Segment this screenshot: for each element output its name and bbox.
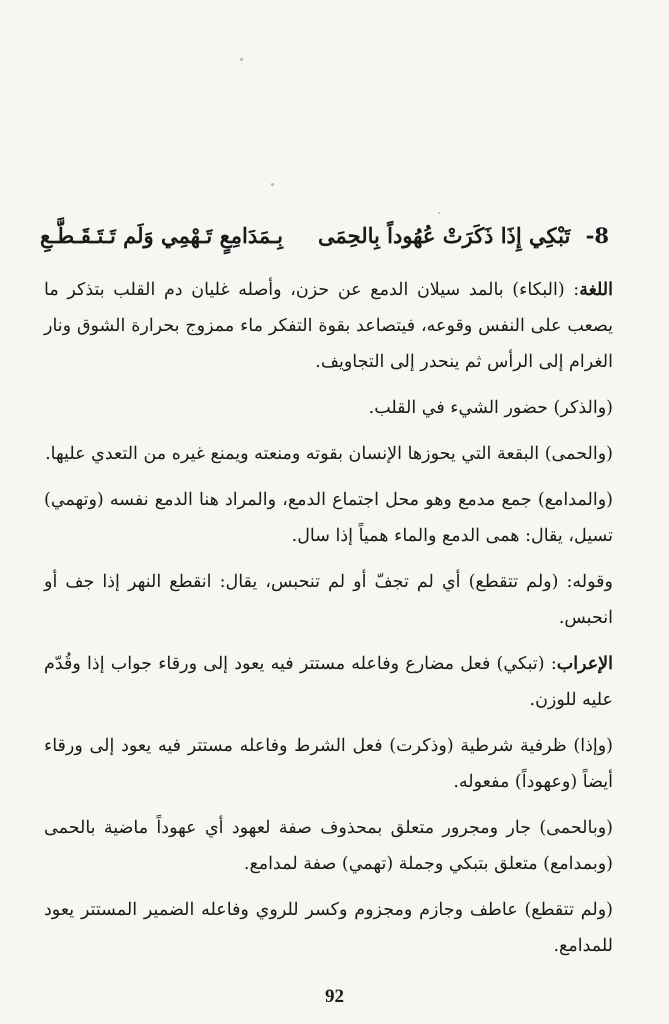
paragraph-language — [44, 272, 613, 380]
section-label-irab: الإعراب — [556, 654, 613, 674]
paragraph-irab-text: : (تبكي) فعل مضارع وفاعله مستتر فيه يعود إلى ورقاء جواب إذا وقُدّم عليه للوزن. — [44, 654, 613, 710]
poem-verse — [40, 218, 609, 254]
paragraph-irab — [44, 646, 613, 718]
paragraph-dhikr: (والذكر) حضور الشيء في القلب. — [368, 398, 613, 418]
verse-first-hemistich — [318, 218, 609, 254]
paragraph-bilhima: (وبالحمى) جار ومجرور متعلق بمحذوف صفة لعهود أي عهوداً ماضية بالحمى (وبمدامع) متعلق بتبكي وجملة (تهمي) صفة لمدامع. — [44, 818, 613, 874]
scan-speck — [271, 183, 274, 186]
paragraph-hima: (والحمى) البقعة التي يحوزها الإنسان بقوته ومنعته ويمنع غيره من التعدي عليها. — [45, 444, 613, 464]
paragraph-madami: (والمدامع) جمع مدمع وهو محل اجتماع الدمع، والمراد هنا الدمع نفسه (وتهمي) تسيل، يقال: همى الدمع والماء همياً إذا سال. — [44, 490, 613, 546]
verse-first-hemistich-text: تَبْكِي إِذَا ذَكَرَتْ عُهُوداً بِالحِمَى — [318, 223, 571, 248]
commentary-body — [44, 272, 613, 974]
paragraph-walam: (ولم تتقطع) عاطف وجازم ومجزوم وكسر للروي وفاعله الضمير المستتر يعود للمدامع. — [44, 900, 613, 956]
section-label-language: اللغة — [579, 280, 613, 300]
paragraph-language-text: : (البكاء) بالمد سيلان الدمع عن حزن، وأصله غليان دم القلب بتذكر ما يصعب على النفس وقوعه، فيتصاعد بقوة التفكر ماء ممزوج بحرارة الشوق ونار الغرام إلى الرأس ثم ينحدر إلى التجاويف. — [44, 280, 613, 372]
scan-speck — [240, 58, 243, 61]
page-number: 92 — [325, 986, 344, 1007]
scan-speck — [438, 212, 440, 214]
paragraph-tataqatta: وقوله: (ولم تتقطع) أي لم تجفّ أو لم تنحبس، يقال: انقطع النهر إذا جف أو انحبس. — [44, 572, 613, 628]
paragraph-idha: (وإذا) ظرفية شرطية (وذكرت) فعل الشرط وفاعله مستتر فيه يعود إلى ورقاء أيضاً (وعهوداً) مفعوله. — [44, 736, 613, 792]
verse-number: 8- — [585, 223, 609, 248]
verse-second-hemistich: بِـمَدَامِعٍ تَـهْمِي وَلَم تَـتَـقَـطَّـعِ — [40, 223, 284, 248]
